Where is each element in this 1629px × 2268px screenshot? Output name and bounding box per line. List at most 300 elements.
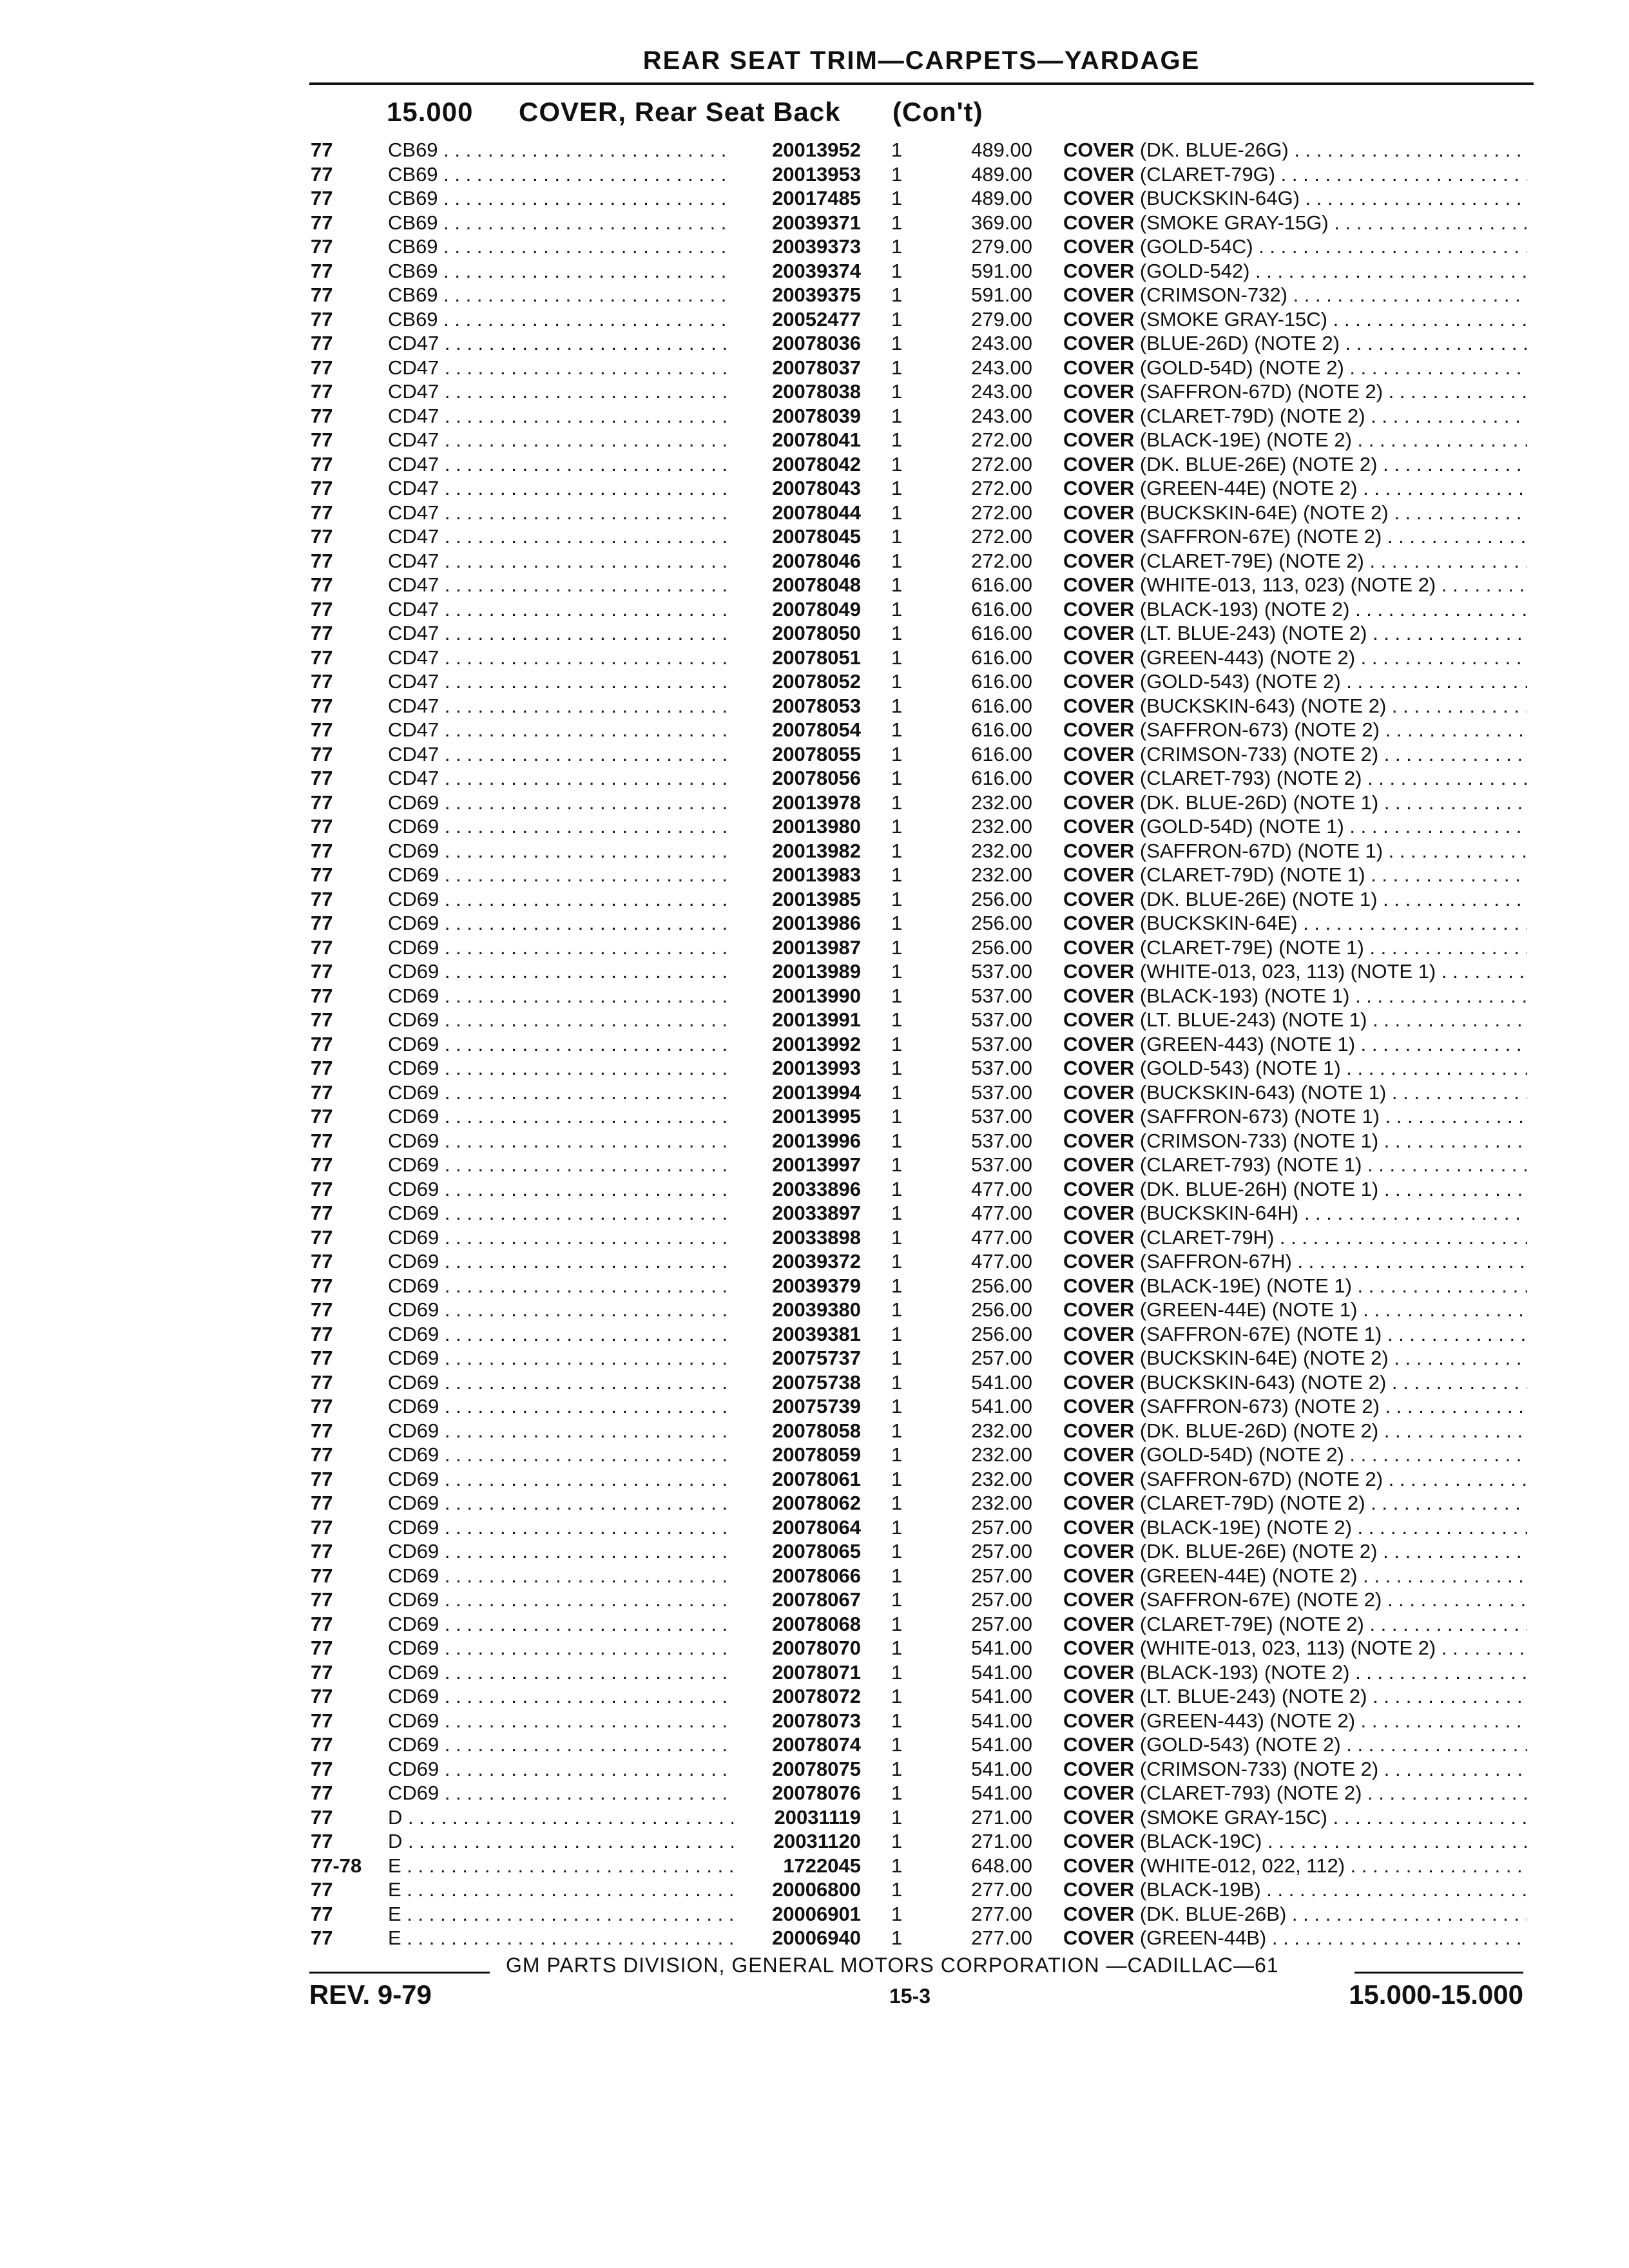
figure-number: 77 [311, 1830, 333, 1852]
model-code: CD47 . . . [388, 476, 733, 501]
price: 537.00 [971, 1032, 1032, 1055]
price: 541.00 [971, 1660, 1032, 1684]
table-row [0, 742, 1629, 767]
description [1063, 1829, 1527, 1854]
description [1063, 984, 1527, 1008]
quantity: 1 [891, 1008, 903, 1031]
item-name: COVER [1063, 525, 1135, 548]
figure-number: 77 [311, 1032, 333, 1055]
model-code: CB69 . . . [388, 138, 733, 162]
part-number: 20013978 [735, 791, 861, 815]
description [1063, 1153, 1527, 1177]
item-detail: (SAFFRON-67E) (NOTE 2) [1139, 1588, 1382, 1611]
item-name: COVER [1063, 694, 1135, 717]
price: 541.00 [971, 1637, 1032, 1659]
item-name: COVER [1063, 791, 1135, 814]
figure-number: 77 [311, 1274, 333, 1297]
figure-number: 77 [311, 1105, 333, 1128]
description [1063, 1225, 1527, 1250]
figure-number: 77 [311, 380, 333, 403]
item-name: COVER [1063, 670, 1135, 693]
quantity: 1 [891, 984, 903, 1007]
quantity: 1 [891, 694, 903, 717]
model-code: CD69 . . . [388, 1008, 733, 1032]
table-row [0, 911, 1629, 936]
part-number: 20078074 [735, 1733, 861, 1757]
price: 243.00 [971, 404, 1032, 427]
part-number: 20078059 [735, 1443, 861, 1467]
description [1063, 1467, 1527, 1492]
part-number: 20039380 [735, 1298, 861, 1322]
quantity: 1 [891, 1202, 903, 1224]
item-name: COVER [1063, 380, 1135, 403]
part-number: 20013952 [735, 138, 861, 162]
item-name: COVER [1063, 936, 1135, 959]
model-code: CD69 . . . [388, 1177, 733, 1202]
quantity: 1 [891, 1782, 903, 1804]
figure-number: 77 [311, 1225, 333, 1249]
price: 272.00 [971, 525, 1032, 548]
part-number: 20013987 [735, 936, 861, 960]
quantity: 1 [891, 1709, 903, 1732]
price: 537.00 [971, 984, 1032, 1007]
price: 272.00 [971, 501, 1032, 524]
footer-rule-right [1354, 1972, 1523, 1974]
price: 256.00 [971, 1322, 1032, 1345]
figure-number: 77 [311, 1757, 333, 1780]
figure-number: 77 [311, 332, 333, 354]
model-code: CB69 . . . [388, 211, 733, 235]
table-row [0, 1757, 1629, 1782]
part-number: 20078070 [735, 1636, 861, 1660]
item-detail: (DK. BLUE-26B) [1139, 1902, 1287, 1925]
item-detail: (DK. BLUE-26D) (NOTE 1) [1139, 791, 1379, 814]
model-code: CD69 . . . [388, 1636, 733, 1660]
description [1063, 162, 1527, 187]
part-number: 20075739 [735, 1394, 861, 1419]
figure-number: 77 [311, 718, 333, 741]
item-name: COVER [1063, 1685, 1135, 1707]
figure-number: 77 [311, 912, 333, 934]
quantity: 1 [891, 1322, 903, 1345]
model-code: D . . . [388, 1829, 733, 1854]
price: 489.00 [971, 139, 1032, 161]
model-code: CD47 . . . [388, 742, 733, 767]
part-number: 20078055 [735, 742, 861, 767]
quantity: 1 [891, 139, 903, 161]
item-detail: (BLACK-193) (NOTE 1) [1139, 984, 1350, 1007]
item-detail: (BUCKSKIN-64E) [1139, 912, 1298, 934]
item-name: COVER [1063, 1733, 1135, 1756]
price: 477.00 [971, 1202, 1032, 1224]
model-code: CD69 . . . [388, 1709, 733, 1733]
part-number: 20078043 [735, 476, 861, 501]
table-row [0, 380, 1629, 404]
figure-number: 77 [311, 211, 333, 234]
price: 537.00 [971, 1057, 1032, 1079]
description [1063, 621, 1527, 646]
model-code: CB69 . . . [388, 307, 733, 332]
figure-number: 77 [311, 1347, 333, 1369]
model-code: CD69 . . . [388, 1757, 733, 1782]
item-detail: (BLACK-193) (NOTE 2) [1139, 1660, 1350, 1684]
item-detail: (BLACK-19B) [1139, 1878, 1261, 1901]
figure-number: 77 [311, 1008, 333, 1031]
part-number: 20033897 [735, 1201, 861, 1225]
item-name: COVER [1063, 139, 1135, 161]
price: 489.00 [971, 187, 1032, 209]
footer-publisher: GM PARTS DIVISION, GENERAL MOTORS CORPORATION —CADILLAC—61 [506, 1954, 1279, 1977]
section-range: 15.000-15.000 [1349, 1979, 1523, 2010]
table-row [0, 959, 1629, 984]
item-name: COVER [1063, 573, 1135, 596]
quantity: 1 [891, 501, 903, 524]
description [1063, 814, 1527, 839]
description [1063, 1636, 1527, 1660]
part-number: 20078072 [735, 1684, 861, 1709]
quantity: 1 [891, 791, 903, 814]
item-detail: (SMOKE GRAY-15C) [1139, 1805, 1327, 1829]
figure-number: 77 [311, 1588, 333, 1611]
description [1063, 1757, 1527, 1782]
price: 369.00 [971, 211, 1032, 234]
table-row [0, 839, 1629, 863]
item-detail: (CLARET-79G) [1139, 162, 1276, 186]
table-row [0, 1419, 1629, 1443]
item-name: COVER [1063, 501, 1135, 524]
table-row [0, 1129, 1629, 1153]
quantity: 1 [891, 742, 903, 765]
figure-number: 77 [311, 1660, 333, 1684]
description [1063, 1129, 1527, 1153]
quantity: 1 [891, 1637, 903, 1659]
figure-number: 77 [311, 1782, 333, 1804]
table-row [0, 936, 1629, 960]
description [1063, 1370, 1527, 1395]
figure-number: 77 [311, 259, 333, 282]
price: 232.00 [971, 815, 1032, 838]
figure-number: 77 [311, 694, 333, 717]
table-row [0, 1008, 1629, 1032]
quantity: 1 [891, 1757, 903, 1780]
item-detail: (WHITE-013, 023, 113) (NOTE 2) [1139, 1637, 1436, 1659]
price: 541.00 [971, 1757, 1032, 1780]
figure-number: 77 [311, 742, 333, 765]
quantity: 1 [891, 1370, 903, 1394]
item-detail: (GOLD-543) (NOTE 1) [1139, 1057, 1341, 1079]
figure-number: 77 [311, 1395, 333, 1418]
table-row [0, 307, 1629, 332]
item-detail: (DK. BLUE-26E) (NOTE 2) [1139, 452, 1378, 476]
model-code: CD69 . . . [388, 1322, 733, 1347]
figure-number: 77 [311, 1322, 333, 1345]
description [1063, 959, 1527, 984]
figure-number: 77 [311, 936, 333, 959]
item-name: COVER [1063, 597, 1135, 620]
quantity: 1 [891, 1419, 903, 1442]
quantity: 1 [891, 1057, 903, 1079]
part-number: 20078048 [735, 573, 861, 597]
model-code: CD69 . . . [388, 1056, 733, 1081]
description [1063, 597, 1527, 622]
item-name: COVER [1063, 1854, 1135, 1877]
model-code: CB69 . . . [388, 162, 733, 187]
item-name: COVER [1063, 1250, 1135, 1273]
figure-number: 77 [311, 791, 333, 814]
item-detail: (DK. BLUE-26H) (NOTE 1) [1139, 1177, 1379, 1200]
quantity: 1 [891, 1902, 903, 1925]
price: 256.00 [971, 887, 1032, 910]
item-name: COVER [1063, 1637, 1135, 1659]
quantity: 1 [891, 1830, 903, 1852]
description [1063, 138, 1527, 162]
item-detail: (DK. BLUE-26G) [1139, 139, 1289, 161]
item-detail: (BLACK-19C) [1139, 1830, 1262, 1852]
item-detail: (CLARET-79E) (NOTE 2) [1139, 549, 1364, 572]
item-name: COVER [1063, 1492, 1135, 1514]
item-detail: (SAFFRON-67D) (NOTE 1) [1139, 839, 1383, 862]
figure-number: 77 [311, 501, 333, 524]
part-number: 20017485 [735, 186, 861, 211]
table-row [0, 1249, 1629, 1274]
part-number: 20013983 [735, 863, 861, 887]
item-name: COVER [1063, 1588, 1135, 1611]
model-code: CD69 . . . [388, 911, 733, 936]
quantity: 1 [891, 1612, 903, 1635]
description [1063, 356, 1527, 380]
table-row [0, 1225, 1629, 1250]
price: 591.00 [971, 259, 1032, 282]
price: 232.00 [971, 863, 1032, 886]
model-code: CB69 . . . [388, 283, 733, 307]
figure-number: 77 [311, 839, 333, 862]
description [1063, 573, 1527, 597]
part-number: 20013982 [735, 839, 861, 863]
figure-number: 77 [311, 573, 333, 596]
quantity: 1 [891, 477, 903, 499]
model-code: CD69 . . . [388, 984, 733, 1008]
item-name: COVER [1063, 1443, 1135, 1466]
model-code: CD69 . . . [388, 1249, 733, 1274]
price: 616.00 [971, 742, 1032, 765]
part-number: 20078067 [735, 1588, 861, 1612]
model-code: CD47 . . . [388, 404, 733, 428]
part-number: 20078038 [735, 380, 861, 404]
description [1063, 1781, 1527, 1805]
item-name: COVER [1063, 646, 1135, 669]
price: 232.00 [971, 1443, 1032, 1466]
quantity: 1 [891, 936, 903, 959]
model-code: CD69 . . . [388, 1370, 733, 1395]
description [1063, 936, 1527, 960]
description [1063, 1032, 1527, 1057]
item-name: COVER [1063, 307, 1135, 331]
model-code: CD47 . . . [388, 428, 733, 452]
description [1063, 646, 1527, 670]
figure-number: 77 [311, 139, 333, 161]
price: 477.00 [971, 1177, 1032, 1200]
price: 537.00 [971, 1105, 1032, 1128]
figure-number: 77 [311, 284, 333, 306]
table-row [0, 621, 1629, 646]
quantity: 1 [891, 1564, 903, 1587]
figure-number: 77 [311, 1902, 333, 1925]
item-name: COVER [1063, 549, 1135, 572]
price: 257.00 [971, 1347, 1032, 1369]
quantity: 1 [891, 912, 903, 934]
part-number: 20006800 [735, 1878, 861, 1902]
part-number: 20013953 [735, 162, 861, 187]
part-number: 20078052 [735, 669, 861, 694]
quantity: 1 [891, 404, 903, 427]
item-detail: (CLARET-79D) (NOTE 2) [1139, 1492, 1365, 1514]
table-row [0, 476, 1629, 501]
figure-number: 77 [311, 1878, 333, 1901]
part-number: 20039371 [735, 211, 861, 235]
part-number: 20078075 [735, 1757, 861, 1782]
figure-number: 77 [311, 1250, 333, 1273]
description [1063, 452, 1527, 477]
quantity: 1 [891, 646, 903, 669]
part-number: 20039372 [735, 1249, 861, 1274]
model-code: CD47 . . . [388, 331, 733, 356]
parts-list [0, 138, 1629, 1950]
item-detail: (BLUE-26D) (NOTE 2) [1139, 332, 1340, 354]
model-code: CD69 . . . [388, 1564, 733, 1588]
quantity: 1 [891, 332, 903, 354]
figure-number: 77 [311, 1612, 333, 1635]
figure-number: 77 [311, 1927, 333, 1949]
table-row [0, 549, 1629, 573]
model-code: CD69 . . . [388, 1612, 733, 1637]
price: 232.00 [971, 1492, 1032, 1514]
table-row [0, 1878, 1629, 1902]
description [1063, 887, 1527, 912]
table-row [0, 597, 1629, 622]
description [1063, 718, 1527, 742]
item-detail: (DK. BLUE-26E) (NOTE 1) [1139, 887, 1378, 910]
price: 537.00 [971, 1153, 1032, 1176]
part-number: 20013985 [735, 887, 861, 912]
price: 616.00 [971, 646, 1032, 669]
table-row [0, 814, 1629, 839]
item-detail: (SAFFRON-67D) (NOTE 2) [1139, 1467, 1383, 1490]
table-row [0, 1539, 1629, 1564]
table-row [0, 1298, 1629, 1322]
section-number: 15.000 [387, 97, 474, 127]
price: 271.00 [971, 1805, 1032, 1829]
part-number: 20078045 [735, 524, 861, 549]
item-name: COVER [1063, 1757, 1135, 1780]
price: 232.00 [971, 791, 1032, 814]
description [1063, 1660, 1527, 1685]
part-number: 20031120 [735, 1829, 861, 1854]
figure-number: 77 [311, 960, 333, 983]
item-detail: (DK. BLUE-26E) (NOTE 2) [1139, 1540, 1378, 1562]
item-detail: (BUCKSKIN-64E) (NOTE 2) [1139, 501, 1389, 524]
quantity: 1 [891, 960, 903, 983]
description [1063, 1056, 1527, 1081]
figure-number: 77 [311, 1419, 333, 1442]
price: 243.00 [971, 356, 1032, 379]
item-detail: (SAFFRON-67E) (NOTE 1) [1139, 1322, 1382, 1345]
quantity: 1 [891, 1250, 903, 1273]
description [1063, 211, 1527, 235]
part-number: 20078076 [735, 1781, 861, 1805]
table-row [0, 1032, 1629, 1057]
figure-number: 77 [311, 622, 333, 644]
quantity: 1 [891, 863, 903, 886]
item-name: COVER [1063, 1467, 1135, 1490]
item-detail: (SAFFRON-67H) [1139, 1250, 1292, 1273]
quantity: 1 [891, 597, 903, 620]
quantity: 1 [891, 839, 903, 862]
table-row [0, 1177, 1629, 1202]
figure-number: 77 [311, 187, 333, 209]
item-name: COVER [1063, 1177, 1135, 1200]
table-row [0, 1588, 1629, 1612]
price: 616.00 [971, 597, 1032, 620]
item-name: COVER [1063, 477, 1135, 499]
price: 616.00 [971, 767, 1032, 789]
part-number: 20078064 [735, 1515, 861, 1540]
price: 256.00 [971, 1274, 1032, 1297]
figure-number: 77 [311, 1057, 333, 1079]
item-name: COVER [1063, 404, 1135, 427]
item-name: COVER [1063, 815, 1135, 838]
item-detail: (GREEN-44E) (NOTE 2) [1139, 1564, 1358, 1587]
figure-number: 77 [311, 1129, 333, 1152]
quantity: 1 [891, 1685, 903, 1707]
section-name: COVER, Rear Seat Back [519, 97, 841, 127]
quantity: 1 [891, 356, 903, 379]
item-name: COVER [1063, 452, 1135, 476]
quantity: 1 [891, 380, 903, 403]
part-number: 20078049 [735, 597, 861, 622]
table-row [0, 646, 1629, 670]
price: 541.00 [971, 1733, 1032, 1756]
description [1063, 331, 1527, 356]
figure-number: 77 [311, 597, 333, 620]
item-name: COVER [1063, 863, 1135, 886]
table-row [0, 791, 1629, 815]
price: 489.00 [971, 162, 1032, 186]
table-row [0, 428, 1629, 452]
description [1063, 235, 1527, 259]
model-code: CD69 . . . [388, 887, 733, 912]
price: 591.00 [971, 284, 1032, 306]
description [1063, 1249, 1527, 1274]
model-code: CD69 . . . [388, 1467, 733, 1492]
item-detail: (GOLD-542) [1139, 259, 1250, 282]
part-number: 20013995 [735, 1104, 861, 1129]
table-row [0, 1104, 1629, 1129]
model-code: CD69 . . . [388, 1491, 733, 1515]
part-number: 20006940 [735, 1926, 861, 1950]
table-row [0, 1829, 1629, 1854]
table-row [0, 573, 1629, 597]
table-row [0, 331, 1629, 356]
quantity: 1 [891, 1443, 903, 1466]
figure-number: 77 [311, 1540, 333, 1562]
item-name: COVER [1063, 622, 1135, 644]
item-detail: (CLARET-793) (NOTE 2) [1139, 1782, 1362, 1804]
price: 272.00 [971, 428, 1032, 451]
table-row [0, 1443, 1629, 1467]
item-detail: (CLARET-793) (NOTE 1) [1139, 1153, 1362, 1176]
price: 256.00 [971, 1298, 1032, 1321]
table-row [0, 1902, 1629, 1927]
